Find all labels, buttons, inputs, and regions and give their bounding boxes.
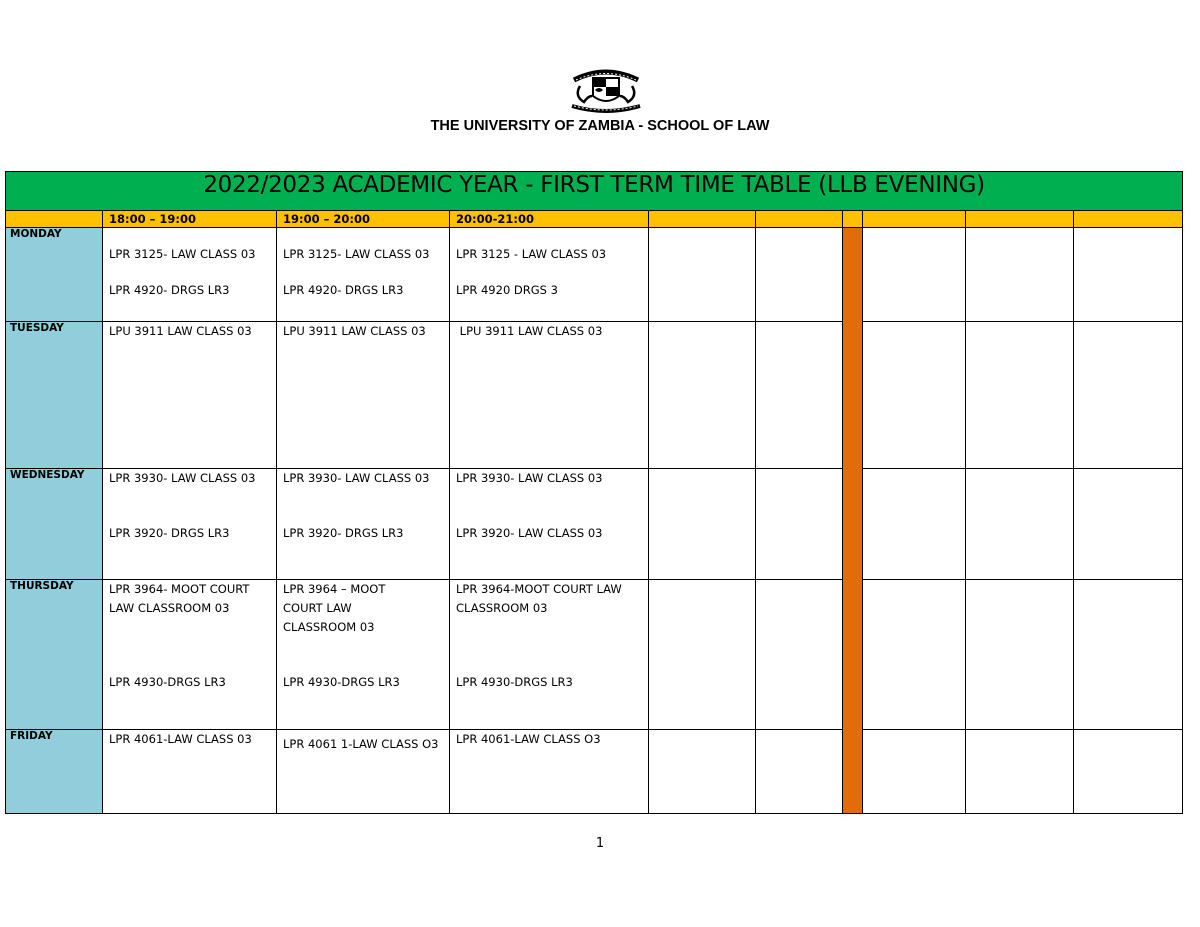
slot-cell — [450, 580, 649, 730]
class-entry: LPR 3964 – MOOT COURT LAW CLASSROOM 03 — [283, 582, 386, 634]
day-tuesday: TUESDAY — [6, 322, 103, 469]
slot-cell — [450, 228, 649, 322]
slot-cell — [450, 469, 649, 580]
class-entry: LPR 4930-DRGS LR3 — [456, 675, 573, 689]
day-wednesday: WEDNESDAY — [6, 469, 103, 580]
class-entry: LPR 4930-DRGS LR3 — [109, 675, 226, 689]
slot-cell — [277, 730, 450, 814]
class-entry: LPR 3930- LAW CLASS 03 — [456, 471, 603, 485]
class-entry: LPU 3911 LAW CLASS 03 — [456, 324, 603, 338]
class-entry: LPR 3920- DRGS LR3 — [109, 526, 230, 540]
slot-cell — [103, 228, 277, 322]
class-entry: LPR 4930-DRGS LR3 — [283, 675, 400, 689]
slot-cell — [277, 580, 450, 730]
day-friday: FRIDAY — [6, 730, 103, 814]
class-entry: LPR 3920- LAW CLASS 03 — [456, 526, 603, 540]
class-entry: LPR 3964-MOOT COURT LAW CLASSROOM 03 — [456, 582, 622, 615]
slot-cell — [103, 322, 277, 469]
timetable — [5, 171, 1183, 814]
slot-cell — [103, 580, 277, 730]
class-entry: LPR 4920- DRGS LR3 — [283, 283, 404, 297]
class-entry: LPU 3911 LAW CLASS 03 — [109, 324, 252, 338]
page-number: 1 — [595, 836, 605, 851]
class-entry: LPR 3125- LAW CLASS 03 — [109, 247, 256, 261]
institution-name: THE UNIVERSITY OF ZAMBIA - SCHOOL OF LAW — [430, 118, 770, 134]
time-slot-header — [6, 211, 1183, 228]
slot-cell — [450, 322, 649, 469]
class-entry: LPR 3125- LAW CLASS 03 — [283, 247, 430, 261]
table-row — [6, 580, 1183, 730]
class-entry: LPR 3920- DRGS LR3 — [283, 526, 404, 540]
table-row — [6, 322, 1183, 469]
class-entry: LPR 3964- MOOT COURT LAW CLASSROOM 03 — [109, 582, 250, 615]
class-entry: LPR 4920 DRGS 3 — [456, 283, 558, 297]
table-row — [6, 228, 1183, 322]
table-row — [6, 730, 1183, 814]
class-entry: LPR 3125 - LAW CLASS 03 — [456, 247, 607, 261]
slot-cell — [277, 228, 450, 322]
day-monday: MONDAY — [6, 228, 103, 322]
time-slot-3: 20:00-21:00 — [450, 211, 649, 228]
slot-cell — [103, 469, 277, 580]
orange-divider-column — [843, 228, 863, 814]
header-day-cell — [6, 211, 103, 228]
class-entry: LPU 3911 LAW CLASS 03 — [283, 324, 426, 338]
time-slot-2: 19:00 – 20:00 — [277, 211, 450, 228]
slot-cell — [277, 469, 450, 580]
university-crest-icon — [566, 66, 646, 114]
class-entry: LPR 4061-LAW CLASS 03 — [109, 732, 252, 746]
slot-cell — [277, 322, 450, 469]
class-entry: LPR 4061 1-LAW CLASS O3 — [283, 737, 439, 751]
class-entry: LPR 3930- LAW CLASS 03 — [109, 471, 256, 485]
slot-cell — [103, 730, 277, 814]
slot-cell — [450, 730, 649, 814]
table-row — [6, 469, 1183, 580]
timetable-title: 2022/2023 ACADEMIC YEAR - FIRST TERM TIME TABLE (LLB EVENING) — [6, 172, 1183, 211]
class-entry: LPR 4061-LAW CLASS O3 — [456, 732, 601, 746]
day-thursday: THURSDAY — [6, 580, 103, 730]
class-entry: LPR 3930- LAW CLASS 03 — [283, 471, 430, 485]
time-slot-1: 18:00 – 19:00 — [103, 211, 277, 228]
class-entry: LPR 4920- DRGS LR3 — [109, 283, 230, 297]
